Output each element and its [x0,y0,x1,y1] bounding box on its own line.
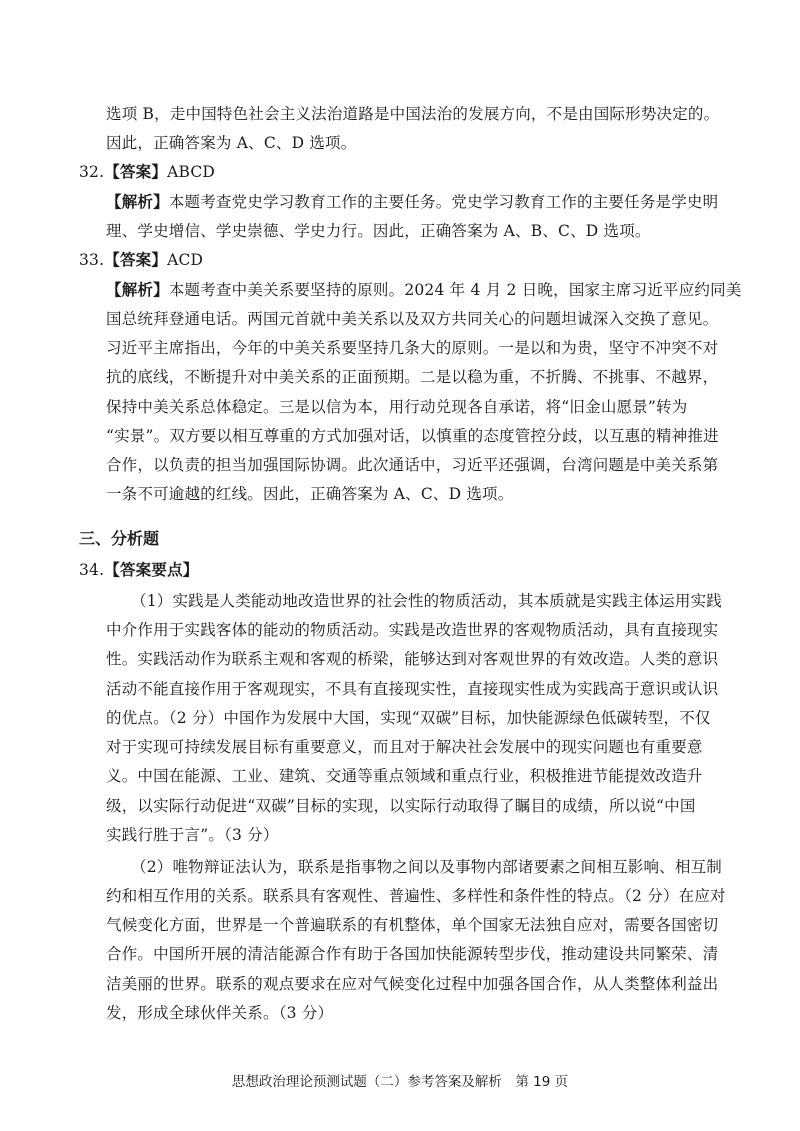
question-33-answer-line [79,250,203,270]
question-33-analysis-line-1 [106,280,742,300]
question-34-tag-line [79,560,198,580]
question-33-analysis-line-5: 保持中美关系总体稳定。三是以信为本，用行动兑现各自承诺，将“旧金山愿景”转为 [106,398,688,416]
q34-part1-line-2: 中介作用于实践客体的能动的物质活动。实践是改造世界的客观物质活动，具有直接现实 [106,621,719,639]
section-heading: 三、分析题 [79,529,160,548]
answer-tag: 【答案】 [104,162,168,181]
question-33-analysis-line-4: 抗的底线，不断提升对中美关系的正面预期。二是以稳为重，不折腾、不挑事、不越界， [106,368,719,386]
analysis-tag: 【解析】 [106,192,169,211]
q34-part2-line-2: 约和相互作用的关系。联系具有客观性、普遍性、多样性和条件性的特点。（2 分）在应对 [106,887,726,905]
analysis-text: 本题考查中美关系要坚持的原则。2024 年 4 月 2 日晚，国家主席习近平应约同美 [168,281,742,299]
question-33-analysis-line-8: 一条不可逾越的红线。因此，正确答案为 A、C、D 选项。 [106,485,514,503]
q34-part1-line-7: 义。中国在能源、工业、建筑、交通等重点领域和重点行业，积极推进节能提效改造升 [106,767,703,785]
answer-points-tag: 【答案要点】 [104,560,199,579]
q31-continuation-line-2: 因此，正确答案为 A、C、D 选项。 [106,134,357,152]
q34-part1-line-9: 实践行胜于言”。（3 分） [106,826,279,844]
question-number: 32. [79,163,105,181]
q34-part1-line-8: 级，以实际行动促进“双碳”目标的实现，以实际行动取得了瞩目的成绩，所以说“中国 [106,797,696,815]
answer-value: ACD [167,251,204,269]
q34-part1-line-1: （1）实践是人类能动地改造世界的社会性的物质活动，其本质就是实践主体运用实践 [131,592,722,610]
q34-part2-line-5: 洁美丽的世界。联系的观点要求在应对气候变化过程中加强各国合作，从人类整体利益出 [106,975,719,993]
q34-part2-line-1: （2）唯物辩证法认为，联系是指事物之间以及事物内部诸要素之间相互影响、相互制 [131,858,722,876]
question-32-analysis-line-1 [106,192,718,212]
answer-value: ABCD [167,163,216,181]
question-33-analysis-line-3: 习近平主席指出，今年的中美关系要坚持几条大的原则。一是以和为贵，坚守不冲突不对 [106,339,719,357]
question-32-analysis-line-2: 理、学史增信、学史崇德、学史力行。因此，正确答案为 A、B、C、D 选项。 [106,222,651,240]
question-33-analysis-line-7: 合作，以负责的担当加强国际协调。此次通话中，习近平还强调，台湾问题是中美关系第 [106,456,719,474]
q34-part1-line-6: 对于实现可持续发展目标有重要意义，而且对于解决社会发展中的现实问题也有重要意 [106,738,703,756]
q31-continuation-line-1: 选项 B，走中国特色社会主义法治道路是中国法治的发展方向，不是由国际形势决定的。 [106,105,720,123]
q34-part2-line-3: 气候变化方面，世界是一个普遍联系的有机整体，单个国家无法独自应对，需要各国密切 [106,916,719,934]
analysis-text: 本题考查党史学习教育工作的主要任务。党史学习教育工作的主要任务是学史明 [168,193,719,211]
q34-part2-line-6: 发，形成全球伙伴关系。（3 分） [106,1004,334,1022]
question-33-analysis-line-2: 国总统拜登通电话。两国元首就中美关系以及双方共同关心的问题坦诚深入交换了意见。 [106,310,719,328]
q34-part2-line-4: 合作。中国所开展的清洁能源合作有助于各国加快能源转型步伐，推动建设共同繁荣、清 [106,945,719,963]
q34-part1-line-4: 活动不能直接作用于客观现实，不具有直接现实性，直接现实性成为实践高于意识或认识 [106,680,719,698]
q34-part1-line-5: 的优点。（2 分）中国作为发展中大国，实现“双碳”目标，加快能源绿色低碳转型，不仅 [106,709,711,727]
q34-part1-line-3: 性。实践活动作为联系主观和客观的桥梁，能够达到对客观世界的有效改造。人类的意识 [106,650,719,668]
analysis-tag: 【解析】 [106,280,169,299]
question-number: 34. [79,561,105,579]
question-32-answer-line [79,162,215,182]
question-number: 33. [79,251,105,269]
question-33-analysis-line-6: “实景”。双方要以相互尊重的方式加强对话，以慎重的态度管控分歧，以互惠的精神推进 [106,427,719,445]
page-footer: 思想政治理论预测试题（二）参考答案及解析 第 19 页 [231,1074,569,1090]
answer-tag: 【答案】 [104,250,168,269]
